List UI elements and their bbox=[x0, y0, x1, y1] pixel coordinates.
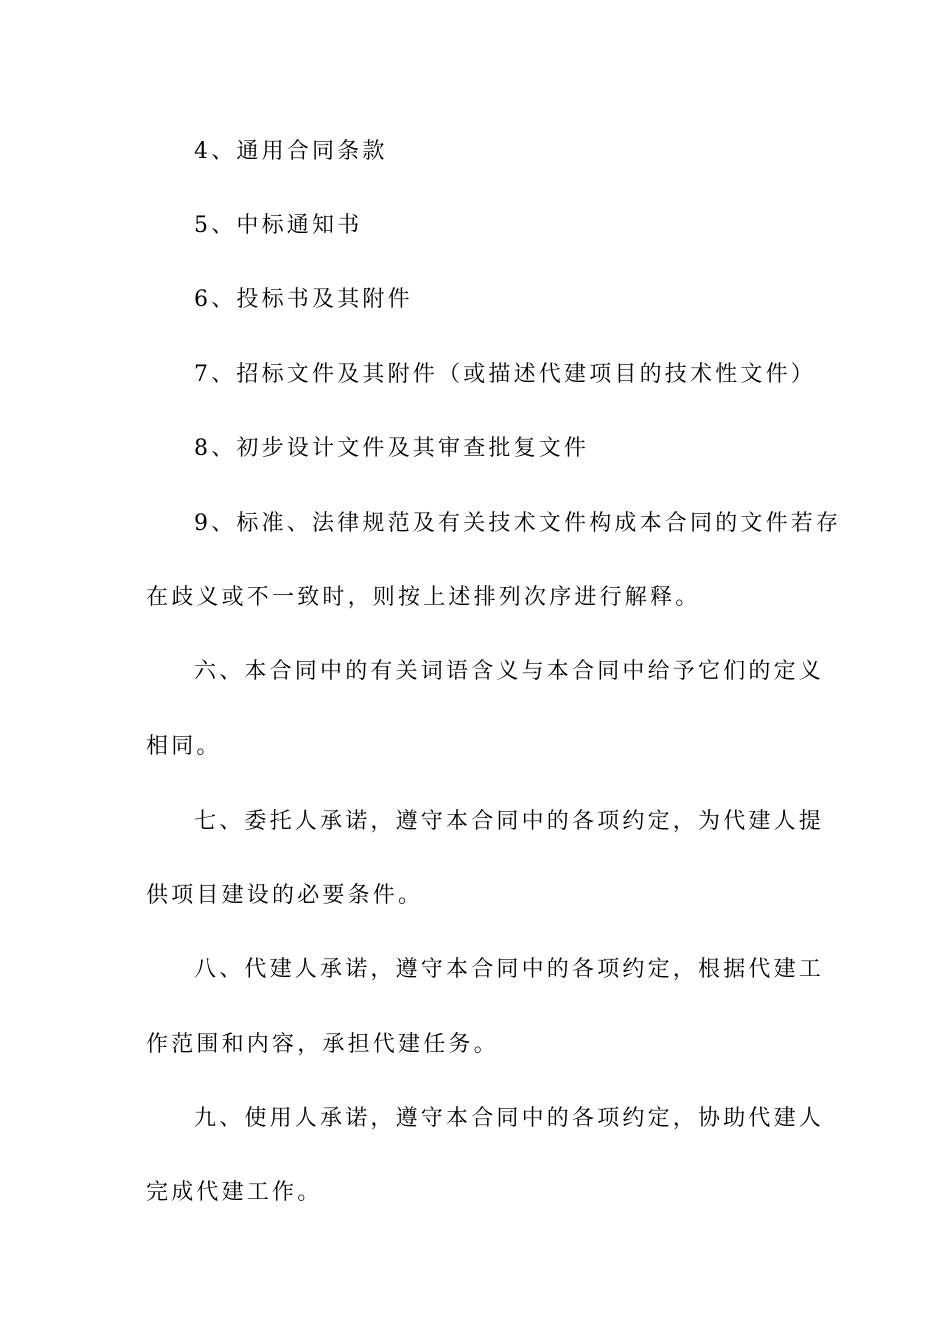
clause-7-line-2: 供项目建设的必要条件。 bbox=[146, 883, 424, 908]
clause-8-line-2: 作范围和内容，承担代建任务。 bbox=[146, 1032, 499, 1057]
list-item-9-line-2: 在歧义或不一致时，则按上述排列次序进行解释。 bbox=[146, 585, 701, 610]
clause-8-line-1: 八、代建人承诺，遵守本合同中的各项约定，根据代建工 bbox=[194, 957, 825, 982]
list-item-6: 6、投标书及其附件 bbox=[194, 287, 413, 312]
list-item-5: 5、中标通知书 bbox=[194, 213, 363, 238]
clause-6-line-1: 六、本合同中的有关词语含义与本合同中给予它们的定义 bbox=[194, 659, 825, 684]
list-item-7: 7、招标文件及其附件（或描述代建项目的技术性文件） bbox=[194, 362, 816, 387]
list-item-8: 8、初步设计文件及其审查批复文件 bbox=[194, 436, 590, 461]
clause-7-line-1: 七、委托人承诺，遵守本合同中的各项约定，为代建人提 bbox=[194, 809, 825, 834]
clause-9-line-2: 完成代建工作。 bbox=[146, 1180, 323, 1205]
clause-6-line-2: 相同。 bbox=[146, 734, 222, 759]
clause-9-line-1: 九、使用人承诺，遵守本合同中的各项约定，协助代建人 bbox=[194, 1106, 825, 1131]
list-item-4: 4、通用合同条款 bbox=[194, 139, 388, 164]
list-item-9-line-1: 9、标准、法律规范及有关技术文件构成本合同的文件若存 bbox=[194, 511, 842, 536]
